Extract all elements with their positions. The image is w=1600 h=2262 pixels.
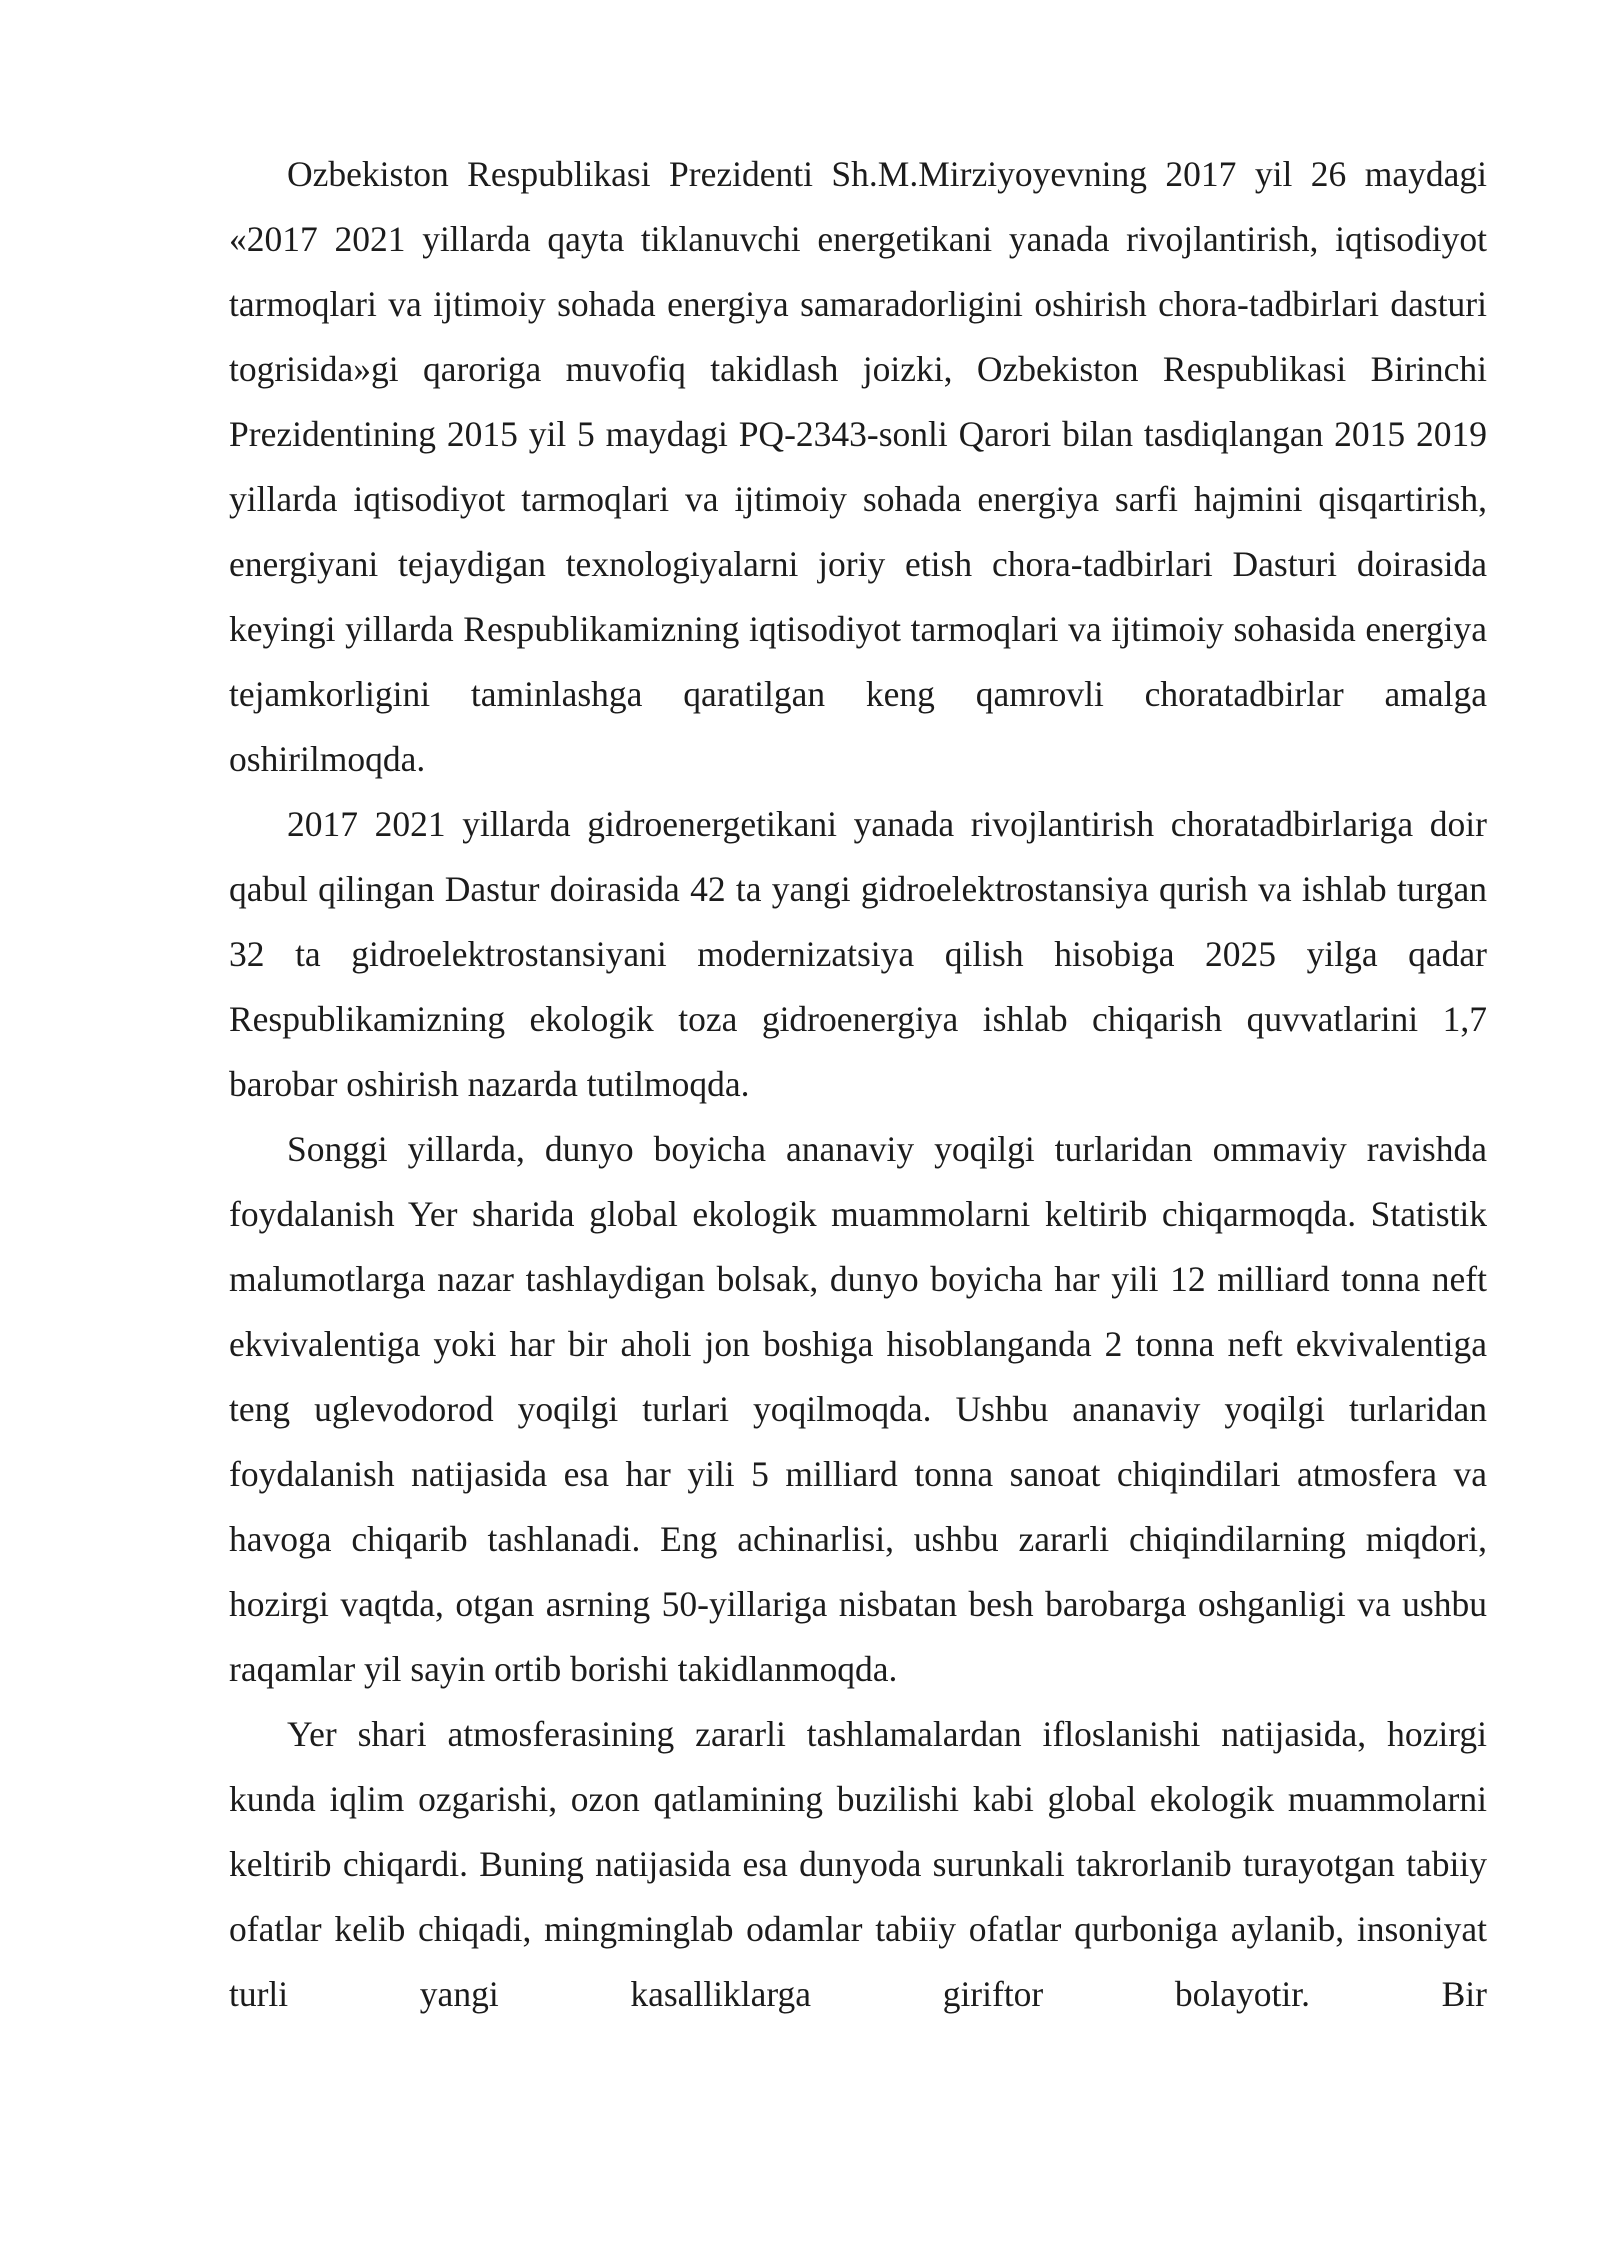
paragraph-1: Ozbekiston Respublikasi Prezidenti Sh.M.Mirziyoyevning 2017 yil 26 maydagi «2017 2021 yillarda qayta tiklanuvchi energetikani yanada rivojlantirish, iqtisodiyot tarmoqlari va ijtimoiy sohada energiya samaradorligini oshirish chora-tadbirlari dasturi togrisida»gi qaroriga muvofiq takidlash joizki, Ozbekiston Respublikasi Birinchi Prezidentining 2015 yil 5 maydagi PQ-2343-sonli Qarori bilan tasdiqlangan 2015 2019 yillarda iqtisodiyot tarmoqlari va ijtimoiy sohada energiya sarfi hajmini qisqartirish, energiyani tejaydigan texnologiyalarni joriy etish chora-tadbirlari Dasturi doirasida keyingi yillarda Respublikamizning iqtisodiyot tarmoqlari va ijtimoiy sohasida energiya tejamkorligini taminlashga qaratilgan keng qamrovli choratadbirlar amalga oshirilmoqda. [229,154,1487,779]
paragraph-2: 2017 2021 yillarda gidroenergetikani yanada rivojlantirish choratadbirlariga doir qabul qilingan Dastur doirasida 42 ta yangi gidroelektrostansiya qurish va ishlab turgan 32 ta gidroelektrostansiyani modernizatsiya qilish hisobiga 2025 yilga qadar Respublikamizning ekologik toza gidroenergiya ishlab chiqarish quvvatlarini 1,7 barobar oshirish nazarda tutilmoqda. [229,804,1487,1104]
document-body [229,142,1487,2027]
paragraph-4: Yer shari atmosferasining zararli tashlamalardan ifloslanishi natijasida, hozirgi kunda iqlim ozgarishi, ozon qatlamining buzilishi kabi global ekologik muammolarni keltirib chiqardi. Buning natijasida esa dunyoda surunkali takrorlanib turayotgan tabiiy ofatlar kelib chiqadi, mingminglab odamlar tabiiy ofatlar qurboniga aylanib, insoniyat turli yangi kasalliklarga giriftor bolayotir. Bir [229,1714,1487,2014]
paragraph-3: Songgi yillarda, dunyo boyicha ananaviy yoqilgi turlaridan ommaviy ravishda foydalanish Yer sharida global ekologik muammolarni keltirib chiqarmoqda. Statistik malumotlarga nazar tashlaydigan bolsak, dunyo boyicha har yili 12 milliard tonna neft ekvivalentiga yoki har bir aholi jon boshiga hisoblanganda 2 tonna neft ekvivalentiga teng uglevodorod yoqilgi turlari yoqilmoqda. Ushbu ananaviy yoqilgi turlaridan foydalanish natijasida esa har yili 5 milliard tonna sanoat chiqindilari atmosfera va havoga chiqarib tashlanadi. Eng achinarlisi, ushbu zararli chiqindilarning miqdori, hozirgi vaqtda, otgan asrning 50-yillariga nisbatan besh barobarga oshganligi va ushbu raqamlar yil sayin ortib borishi takidlanmoqda. [229,1129,1487,1689]
